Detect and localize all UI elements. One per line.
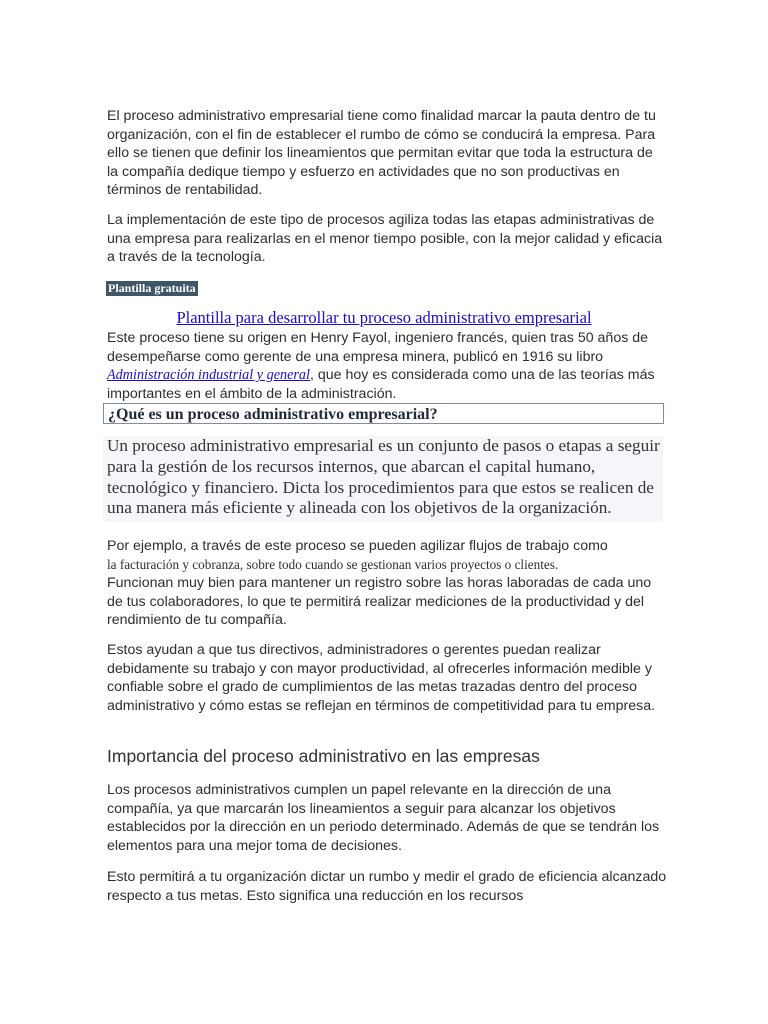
directives-paragraph: Estos ayudan a que tus directivos, administradores o gerentes puedan realizar debidamente su trabajo y con mayor productividad, al ofrecerles información medible y confiable sobre el grado de cumplimientos de las metas trazadas dentro del proceso administrativo y cómo estas se reflejan en términos de competitividad para tu empresa. [107, 642, 656, 714]
example-rest: Funcionan muy bien para mantener un registro sobre las horas laboradas de cada uno de tus colaboradores, lo que te permitirá realizar mediciones de la productividad y del rendimiento de tu compañía. [107, 575, 652, 629]
importance-heading: Importancia del proceso administrativo en las empresas [107, 746, 540, 766]
closing-paragraph: Esto permitirá a tu organización dictar un rumbo y medir el grado de eficiencia alcanzado respecto a tus metas. Esto significa una reducción en los recursos [107, 869, 667, 904]
example-line-2: la facturación y cobranza, sobre todo cuando se gestionan varios proyectos o clientes. [107, 556, 559, 572]
origin-paragraph [107, 329, 667, 403]
implementation-paragraph: La implementación de este tipo de procesos agiliza todas las etapas administrativas de una empresa para realizarlas en el menor tiempo posible, con la mejor calidad y eficacia a través de la tecnología. [107, 212, 663, 266]
template-link[interactable]: Plantilla para desarrollar tu proceso administrativo empresarial [176, 308, 592, 327]
origin-text-end: , que hoy es considerada como una de las teorías más importantes en el ámbito de la administración. [107, 367, 655, 402]
intro-paragraph: El proceso administrativo empresarial tiene como finalidad marcar la pauta dentro de tu organización, con el fin de establecer el rumbo de cómo se conducirá la empresa. Para ello se tienen que definir los lineamientos que permitan evitar que toda la estructura de la compañía dedique tiempo y esfuerzo en actividades que no son productivas en términos de rentabilidad. [107, 108, 656, 199]
importance-paragraph: Los procesos administrativos cumplen un papel relevante en la dirección de una compañía, ya que marcarán los lineamientos a seguir para alcanzar los objetivos establecidos por la dirección en un periodo determinado. Además de que se tendrán los elementos para una mejor toma de decisiones. [107, 782, 660, 854]
definition-callout: Un proceso administrativo empresarial es un conjunto de pasos o etapas a seguir para la gestión de los recursos internos, que abarcan el capital humano, tecnológico y financiero. Dicta los procedimientos para que estos se realicen de una manera más eficiente y alineada con los objetivos de la organización. [103, 436, 663, 522]
origin-text-start: Este proceso tiene su origen en Henry Fayol, ingeniero francés, quien tras 50 años de desempeñarse como gerente de una empresa minera, publicó en 1916 su libro [107, 330, 649, 365]
template-link-row [0, 308, 768, 328]
free-template-badge: Plantilla gratuita [108, 281, 196, 295]
example-paragraph [107, 537, 667, 630]
question-heading: ¿Qué es un proceso administrativo empresarial? [103, 403, 664, 424]
book-link[interactable]: Administración industrial y general [107, 367, 310, 384]
example-line-1: Por ejemplo, a través de este proceso se pueden agilizar flujos de trabajo como [107, 538, 608, 554]
